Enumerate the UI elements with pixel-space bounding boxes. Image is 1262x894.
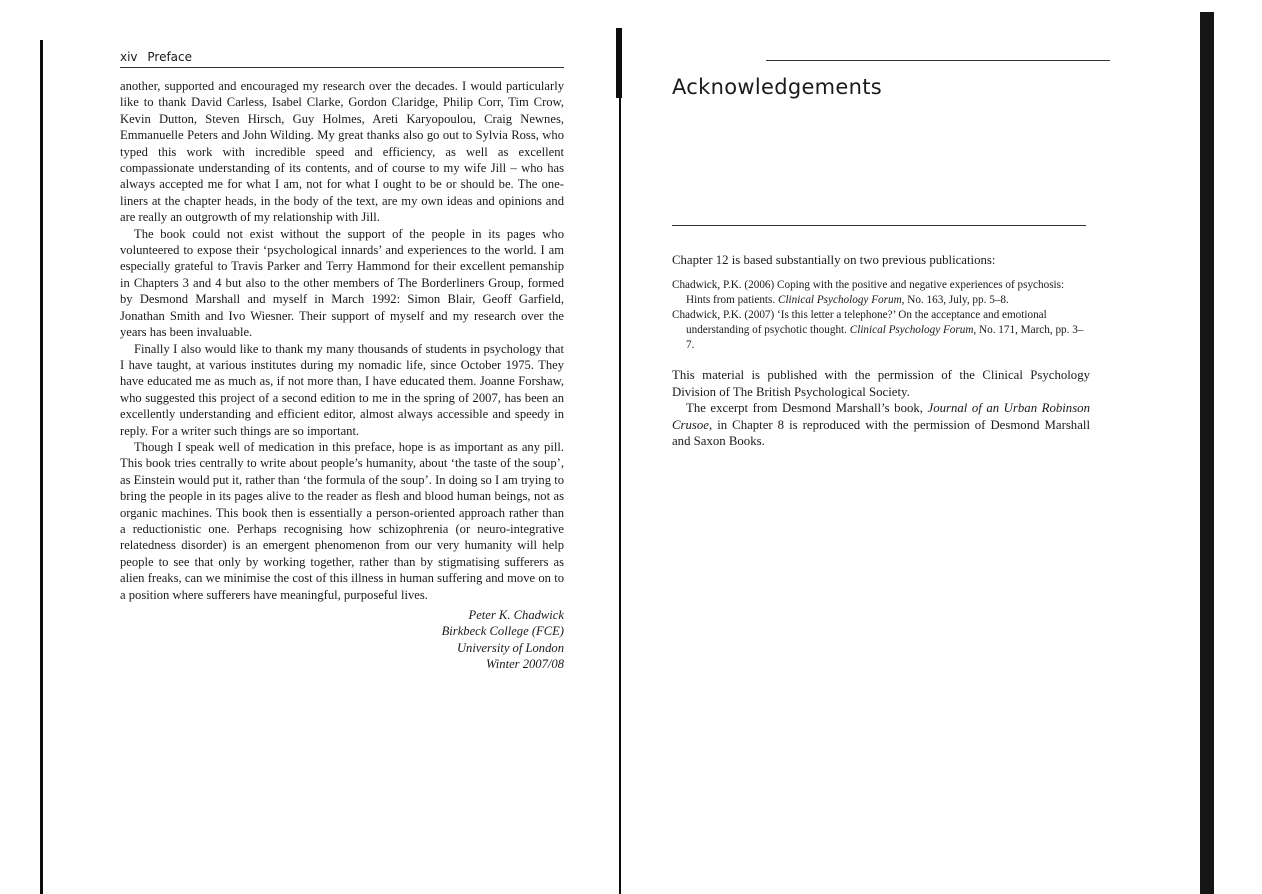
reference-1: Chadwick, P.K. (2006) Coping with the positive and negative experiences of psychosis: Hints from patients. Clinical Psychology Forum, No. 163, July, pp. 5–8.: [672, 279, 1065, 307]
signature-block: [120, 607, 564, 673]
reference-1-journal: Clinical Psychology Forum: [777, 294, 902, 307]
left-page: [120, 50, 564, 673]
title-rule-bottom: [672, 225, 1086, 226]
preface-paragraph-2: The book could not exist without the support of the people in its pages who volunteered to expose their ‘psychological innards’ and experiences to the world. I am especially grateful to Travis Parker and Terry Hammond for their excellent pemanship in Chapters 3 and 4 but also to the other members of The Borderliners Group, formed by Desmond Marshall and myself in March 1992: Simon Blair, Geoff Garfield, Jonathan Smith and Ivo Wiesner. Their support of myself and my research over the years has been invaluable.: [120, 226, 564, 340]
section-title: Preface: [147, 50, 193, 64]
signature-college: Birkbeck College (FCE): [441, 624, 564, 639]
signature-name: Peter K. Chadwick: [468, 608, 564, 622]
excerpt-book-title: Journal of an Urban Robinson Crusoe: [672, 401, 1090, 432]
signature-university: University of London: [456, 640, 564, 655]
reference-2: Chadwick, P.K. (2007) ‘Is this letter a telephone?’ On the acceptance and emotional understanding of psychotic thought. Clinical Psychology Forum, No. 171, March, pp. 3–7.: [672, 309, 1084, 352]
running-header: [120, 50, 564, 68]
preface-paragraph-1: another, supported and encouraged my research over the decades. I would particularly like to thank David Carless, Isabel Clarke, Gordon Claridge, Philip Corr, Tim Crow, Kevin Dutton, Steven Hirsch, Guy Holmes, Areti Karyopoulou, Craig Newnes, Emmanuelle Peters and John Wilding. My great thanks also go out to Sylvia Ross, who typed this work with incredible speed and efficiency, as well as excellent compassionate understanding of its contents, and of course to my wife Jill – who has always accepted me for what I am, not for what I ought to be or should be. The one-liners at the chapter heads, in the body of the text, are my own ideas and opinions and are really an outgrowth of my relationship with Jill.: [120, 79, 564, 225]
page-title: Acknowledgements: [672, 75, 883, 99]
excerpt-text: The excerpt from Desmond Marshall’s book, Journal of an Urban Robinson Crusoe, in Chapter 8 is reproduced with the permission of Desmond Marshall and Saxon Books.: [672, 401, 1090, 449]
page-number: xiv: [120, 50, 138, 64]
reference-2-journal: Clinical Psychology Forum: [849, 324, 974, 337]
scan-edge-left: [40, 40, 43, 894]
signature-date: Winter 2007/08: [485, 657, 564, 672]
right-page: [672, 60, 1090, 449]
preface-paragraph-4: Though I speak well of medication in this preface, hope is as important as any pill. This book tries centrally to write about people’s humanity, about ‘the taste of the soup’, as Einstein would put it, rather than ‘the formula of the soup’. In doing so I am trying to bring the people in its pages alive to the reader as flesh and blood human beings, not as organic machines. This book then is essentially a person-oriented approach rather than a reductionistic one. Perhaps recognising how schizophrenia (or neuro-integrative relatedness disorder) is an emergent phenomenon from our very humanity will help people to see that only by working together, rather than by stigmatising sufferers as alien freaks, can we minimise the cost of this illness in human suffering and move on to a position where sufferers have meaningful, purposeful lives.: [120, 439, 564, 602]
scan-edge-right: [1200, 12, 1214, 894]
preface-paragraph-3: Finally I also would like to thank my many thousands of students in psychology that I have taught, at various institutes during my nomadic life, since October 1975. They have educated me as much as, if not more than, I have educated them. Joanne Forshaw, who suggested this project of a second edition to me in the spring of 2007, has been an excellently understanding and efficient editor, almost always accessible and speedy in reply. For a writer such things are so important.: [120, 341, 564, 438]
intro-text: Chapter 12 is based substantially on two previous publications:: [672, 253, 996, 267]
page-gutter: [619, 28, 621, 894]
permission-text: This material is published with the permission of the Clinical Psychology Division of The British Psychological Society.: [672, 368, 1090, 399]
title-rule-top: [766, 60, 1110, 61]
